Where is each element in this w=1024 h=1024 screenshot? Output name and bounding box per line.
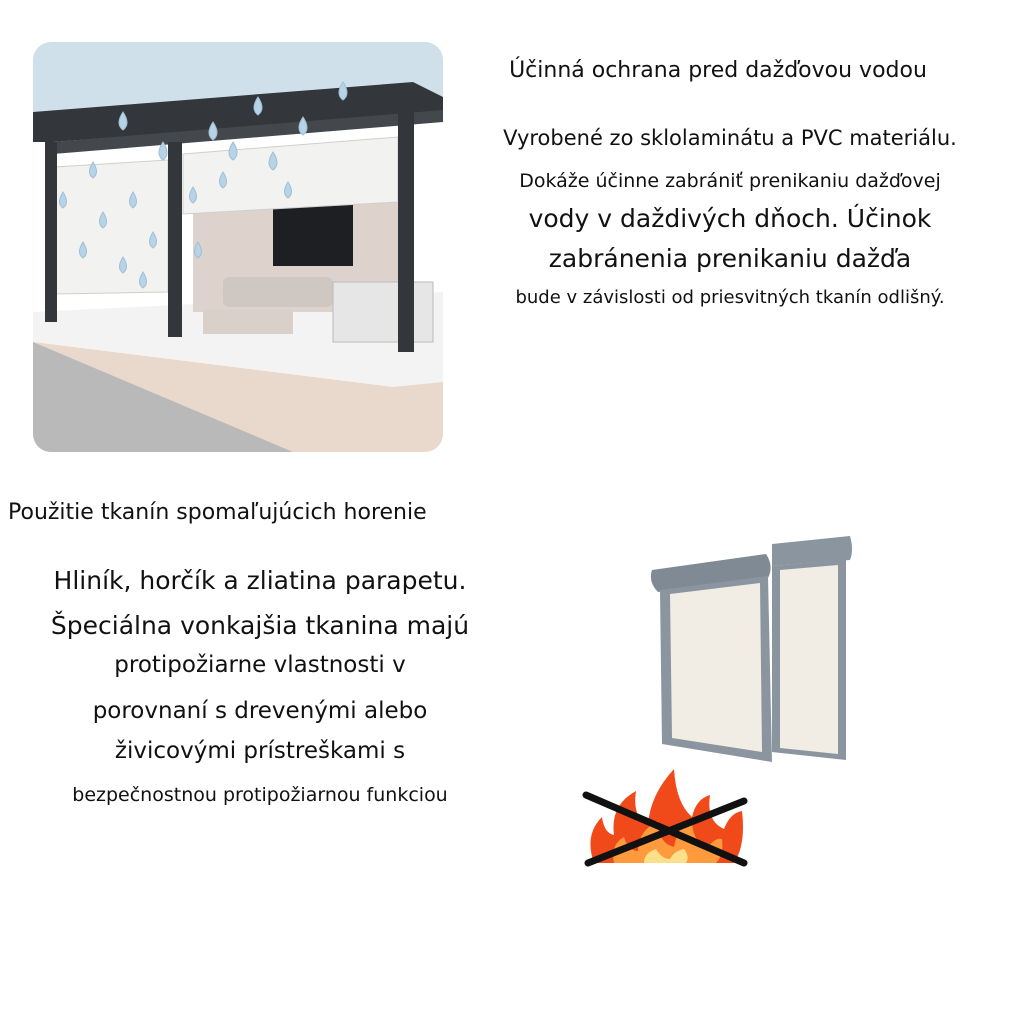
- tv: [273, 204, 353, 266]
- rain-text-line: bude v závislosti od priesvitných tkanín odlišný.: [515, 287, 945, 308]
- post: [45, 142, 57, 322]
- fire-text-line: Špeciálna vonkajšia tkanina majú: [50, 611, 470, 640]
- fire-text-line: protipožiarne vlastnosti v: [114, 652, 406, 678]
- fire-section-title: Použitie tkanín spomaľujúcich horenie: [8, 500, 427, 525]
- fire-text-line: porovnaní s drevenými alebo: [92, 698, 428, 724]
- roller-shade-svg: [640, 530, 860, 770]
- fire-text-line: bezpečnostnou protipožiarnou funkciou: [72, 784, 448, 806]
- rain-text-line: Vyrobené zo sklolaminátu a PVC materiálu.: [503, 126, 957, 150]
- post: [168, 142, 182, 337]
- rain-section-title: Účinná ochrana pred dažďovou vodou: [509, 58, 927, 83]
- shade-fabric: [670, 583, 762, 752]
- sofa: [223, 277, 333, 307]
- rain-text-line: Dokáže účinne zabrániť prenikaniu dažďovej: [519, 170, 941, 192]
- shade-fabric: [780, 565, 838, 754]
- screen-left: [55, 160, 168, 294]
- roller-shade-illustration: [640, 530, 860, 770]
- pergola-svg: [33, 42, 443, 452]
- rain-text-line: zabránenia prenikaniu dažďa: [548, 244, 912, 273]
- flame-icon: [590, 769, 743, 863]
- fire-text-line: Hliník, horčík a zliatina parapetu.: [53, 566, 467, 595]
- fire-text-line: živicovými prístreškami s: [114, 738, 406, 764]
- post: [398, 112, 414, 352]
- no-fire-svg: [574, 755, 764, 875]
- rain-text-line: vody v daždivých dňoch. Účinok: [528, 204, 932, 233]
- pergola-rain-illustration: [33, 42, 443, 452]
- no-fire-illustration: [574, 755, 764, 875]
